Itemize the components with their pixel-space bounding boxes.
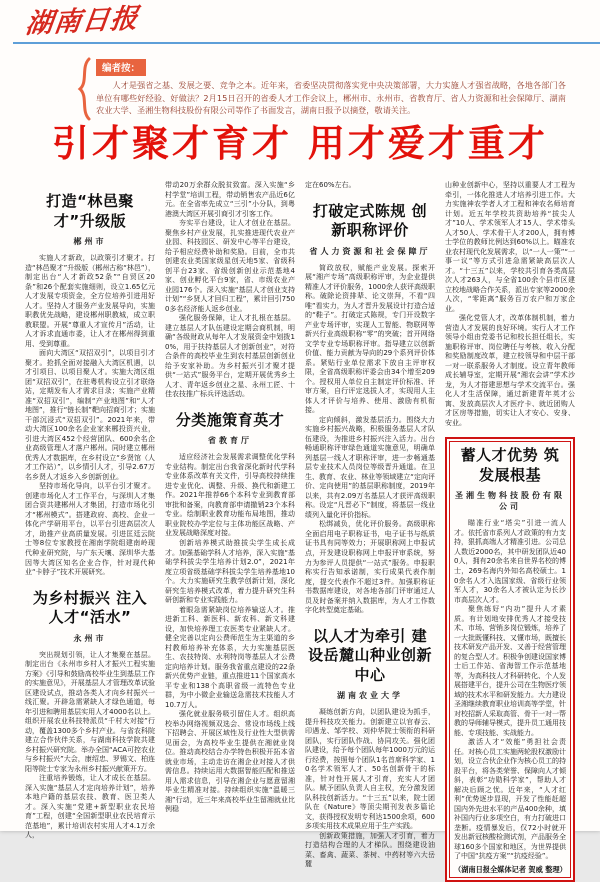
article-paragraph-continued: 山种业创新中心，坚持以重要人才工程为牵引，一体化推进人才培养引进工作。大力实施神农学者人才工程和神农名师培育计划。近五年学校共资助培养“拔尖人才”10人、学术领军人才15人、学术带头人才50人、学术骨干人才200人，拥有博士学位的教师比例达到60%以上。瞄准农业农村现代化发展需求，以“一人一策”“一事一议”等方式引进急需紧缺高层次人才。“十三五”以来，学校共引育各类高层次人才263人，与全省100余个县市区建立校地战略合作关系，派出专家等2000余人次，“零距离”服务百万农户和万家企业。 (445, 181, 575, 313)
article-title: 以人才为牵引 建设岳麓山种业创新中心 (307, 626, 432, 684)
article-byline: 省教育厅 (208, 435, 252, 446)
article-paragraph: 强化党管人才，改革体制机制，着力营造人才发展的良好环境。实行人才工作领导小组由党委书记和校长担任组长，实施职称评审、岗位聘任与考核、收入分配和奖励制度改革，建立校领导和中层干部一对一联系服务人才制度。设立青年教师成长辅导室，定期开展“湘农会讲”学术沙龙，为人才搭建思想与学术交流平台。强化人才生活保障，通过新建青年英才公寓、发放高层次人才医疗卡、就近团购人才区房等措施，切实让人才安心、安身、安业。 (445, 314, 575, 427)
article-title: 打造“林邑聚才”升级版 (46, 192, 134, 230)
column-4 (445, 181, 575, 874)
article-title: 打破定式陈规 创新职称评价 (312, 201, 428, 240)
columns (25, 181, 575, 874)
article-paragraph: 坚持市场化导向，以平台引才聚才。创建市场化人才工作平台，与深圳人才集团合资共建郴州人才集团，打造市场化引才“郴州模式”。搭建政府、高校、企业一体化产学研用平台，以平台引进高层次人才，助推产业高质量发展。引进匡廷云院士等8位专家教授在湘南学院组建南岭现代种业研究院，与广东天壤、深圳华大基因等大湾区知名企业合作，针对现代种业“卡脖子”技术开展研究。 (25, 482, 155, 577)
article-title: 蓄人才优势 筑发展根基 (460, 446, 560, 484)
article-title: 分类施策育英才 (175, 410, 285, 429)
editor-note (96, 56, 566, 117)
article-paragraph: 瞄准行业“塔尖”引进一流人才。依托省市系列人才政策的有力支持，狠抓高端人才精准引进。公司总人数近2000名，其中研发团队近400人，拥有20余名来自世界名校的博士，269名海内外知名高校硕士。10余名人才入选国家级、省级行业领军人才，30余名人才被认定为长沙市高层次人才。 (454, 519, 566, 604)
editor-note-text: 人才是强省之基、发展之要、竞争之本。近年来，省委坚决贯彻落实党中央决策部署，大力实施人才强省战略，各地各部门各单位有哪些好经验、好做法？2月15日召开的省委人才工作会议上，郴州市、永州市、省教育厅、省人力资源和社会保障厅、湖南农业大学、圣湘生物科技股份有限公司等作了书面发言，湖南日报予以摘登，敬请关注。 (96, 80, 566, 116)
article-paragraph: 面向大湾区“双招双引”，以项目引才聚才。抢抓全面对接融入大湾区机遇，以才引项目、以项目聚人才。实施大湾区组团“双招双引”，在驻粤机构设立引才联络站，定期发布人才需求目录；实施产业精准“双招双引”，编制“产业地图”和“人才地图”，推行“链长制”靶向招商引才；实施干部沉浸式“双招双引”。2021年来，带动大湾区100余名企业家来郴投资兴业，引进大湾区452个经营团队、600余名企业高级管理人才落户郴州。同时建立郴州优秀人才数据库，在乡村设立“乡贤馆（人才工作站）”，以乡情引人才，引导2.67万名乡贤人才返乡入乡创新创业。 (25, 349, 155, 481)
boxed-article (445, 437, 575, 882)
article-credit: （湖南日报全媒体记者 贺威 整理） (454, 864, 567, 874)
article-paragraph-continued: 带动20万余群众脱贫致富。深入实施“乡村学堂”培训工程，带动销售农产品近6亿元。在全省率先成立“三引”小分队，到粤港澳大湾区开展引商引才引客工作。 (165, 181, 295, 218)
editor-note-label: 编者按： (96, 59, 146, 76)
article-paragraph: 适应经济社会发展需求调整优化学科专业结构。制定出台我省深化新时代学科专业体系改革有关文件，引导高校持续推进专业优化、调整、升级、换代和新建工作。2021年推荐66个本科专业到教育部审批和备案，向教育部申请撤销23个本科专业。绘制职业教育功能布局地图，推动职业院校办学定位与主体功能区战略、产业发展战略深度对接。 (165, 453, 295, 538)
article-title: 为乡村振兴 注入人才“活水” (32, 588, 148, 627)
article-paragraph: 突出规划引领，让人才集聚在基层。制定出台《永州市乡村人才振兴工程实施方案》《引导和鼓励高校毕业生到基层工作的实施意见》，开展基层人才管理改革试验区建设试点，推动各类人才向乡村振兴一线汇聚。开辟急需紧缺人才绿色通道，每年引进和聘用基层实用人才4000名以上。组织开展农业科技特派员“千村大对接”行动，覆盖1300多个乡村产业。与省农科院建立合作伙伴关系，与湖南科技学院共建乡村振兴研究院。举办全国“ACA可控农业与乡村振兴”大会，康绍忠、罗锡文、柏连阳等院士专家为永州乡村振兴献策开方。 (25, 650, 155, 773)
article-paragraph: 聚焦练好“内功”提升人才素质。有计划地安排优秀人才接受技术、市场、营销多岗位锻炼，培养了一大批既懂科技、又懂市场，既擅长技术研发产品开发、又善于经营管理的复合型人才。积极争创建设国家博士后工作站、省海智工作示范基地等，为高科技人才科研转化、个人发展搭建平台，提升公司在生物医疗领域的技术水平和研发能力。大力建设圣湘继续教育职业培训高等学堂，针对校招新人采取高管、骨干一对一帮教的导师辅导模式，提升员工通用技能、专项技能、实战能力。 (454, 605, 566, 737)
article-paragraph: 夯实平台建设，让人才创业在基层。聚焦乡村产业发展，扎实推进现代农业产业园、科技园区、研发中心等平台建设，给予相应经费补助和奖励。目前，全市共创建农业类国家级星创天地5家、省级科创平台23家、省级创新创业示范基地4家、创业孵化平台9家，省、市级农业产业园176个。深入实施“基层人才创业支持计划”“乡贤人才回归工程”，累计回引7500多名经济能人返乡创业。 (165, 219, 295, 313)
column-1 (25, 181, 156, 840)
editor-note-bracket-icon (78, 58, 92, 120)
article-paragraph-continued: 定在60%左右。 (305, 181, 356, 189)
article-paragraph: 简政放权，赋能产业发展。探索开展“湘产专场”高级职称评审，为企业提供精准人才评价服务，1000余人获评高级职称。破除论资排辈、论文崇拜，不看“四唯”看实力，为人才晋升发展设计打造合适的“鞋子”。打破定式陈规，专门开设数字产业专场评审，实现人工智能、物联网等新兴行业高级职称“零”的突破；首开网络文学专业专场职称评审。指导建立以创新价值、能力贡献为导向的29个系列评价体系。紧贴行业单位需求下放自主评审权限，全省高级职称评委会由34个增至209个。授权用人单位自主制定评价标准、评审方案，自行评定选拔人才，实现用人主体人才评价与培养、使用、激励有机衔接。 (305, 263, 435, 415)
article-paragraph: 松绑减负，优化评价服务。高级职称全面启用电子职称证书，电子证书与纸质证书具有同等效力；开展职称网上申报试点，开发建设职称网上申报评审系统，努力为参评人员提供“一站式”服务。申报职称实行告知承诺制，实行成果代表作制度，提交代表作不超过3件。加强职称证书数据库建设，对各地各部门评审通过人员及时备案并纳入数据库，为人才工作数字化转型奠定基础。 (305, 520, 435, 615)
article-paragraph: 强化服务保障，让人才扎根在基层。建立基层人才队伍建设定期会商机制，明确“各级财政从每年人才发展资金中划拨10%，用于扶持基层人才创新创业”，对符合条件的高校毕业生到农村基层创新创业给予安家补助。为乡村振兴引才聚才提供“一站式”服务平台，定期开展优秀乡土人才、青年返乡创业之星、永州工匠、十佳农技推广标兵评选活动。 (165, 314, 295, 399)
column-3 (305, 181, 435, 869)
article-byline: 永州市 (73, 632, 107, 643)
article-paragraph: 激活人才“效能”勇担社会责任。对核心员工实施两轮股权激励计划，设立合伙企业作为核心员工的持股平台，将各类荣誉、保障向人才倾斜，表彰“功勋科学家”，帮助人才解决后顾之忧。近年来，“人才红利”优势逐步显现，开发了性能赶超国内外先进水平的产品400余种，填补国内行业多项空白，有力打破进口垄断。疫情暴发后，仅72小时就开发出新冠核酸检测试剂，产品服务全球160多个国家和地区，为世界提供了中国“抗疫方案”“抗疫经验”。 (454, 738, 566, 861)
article-paragraph: 定向倾斜，激发基层活力。围绕大力实施乡村振兴战略，积极服务基层人才队伍建设，为推进乡村振兴注入活力。出台畅通职称评审绿色通道实施意见，明确单列基层一线人才职称评审，进一步畅通基层专业技术人员岗位等级晋升通道。在卫生、教育、农业、林业等领域建立“定向评价、定向使用”的基层职称制度，2019年以来，共有2.09万名基层人才获评高级职称。设定“凡晋必下”制度，将基层一线业绩列入量化评价指标。 (305, 415, 435, 519)
article-byline: 圣湘生物科技股份有限公司 (455, 490, 565, 512)
article-byline: 湖南农业大学 (337, 690, 403, 701)
article-paragraph: 凝练创新方向，以团队建设为抓手，提升科技攻关能力。创新建立以官春云、印遇龙、邹学校、刘仲华院士领衔的科研团队，实行团队作战、协同攻关。强化团队建设，给予每个团队每年1000万元的运行经费，按照每个团队1名首席科学家、10名学术领军人才、50名创新骨干的标准，针对性开展人才引育，充实人才团队。赋予团队负责人自主权，充分激发团队科技创新活力。“十三五”以来，院士团队在《Nature》等顶尖期刊发表多篇论文，获得授权发明专利达1500余项，600多项实用技术成果应用于生产实践。 (305, 708, 435, 831)
article-paragraph: 创新政策措施，加强人才引育，着力打造结构合理的人才梯队。围绕建设油菜、畜禽、蔬菜、茶树、中药材等六大岳麓 (305, 831, 435, 869)
article-byline: 郴州市 (73, 236, 107, 246)
article-paragraph: 强化就业服务吸引留住人才。组织高校举办网络视频双选会、常设市场线上线下招聘会、开展区域性及行业性大型供需见面会，为高校毕业生提供在湘就业岗位。推动高校结合办学特色积极开拓本省就业市场，主动走访在湘企业对接人才供需信息。持续运用大数据智能匹配和推送用人需求信息，引导在湘企业与愿意留湘毕业生精准对接。持续组织实施“温暖三湘”行动，近三年来高校毕业生留湘就业比例稳 (165, 710, 295, 814)
main-headline: 引才聚才育才 用才爱才重才 (52, 122, 548, 165)
column-2 (165, 181, 295, 823)
masthead-divider (13, 42, 600, 44)
article-paragraph: 实施人才新政，以政策引才聚才。打造“林邑聚才”升级版（郴州古称“林邑”），制定出台“人才新政52条”“自贸区20条”和26个配套实施细则，设立1.65亿元人才发展专项资金，全方位培养引进用好人才。坚持人才服务产业发展导向，实施职教优先战略，建设郴州职教城，成立职教联盟。开展“尊重人才宣传月”活动，让人才诉求直通市委，让人才在郴州得到重用、受到尊重。 (25, 254, 156, 348)
article-paragraph: 创新培养模式助推拔尖学生成长成才。加强基础学科人才培养，深入实施“基础学科拔尖学生培养计划2.0”，2021年度立项省级基础学科拔尖学生培养基地10个。大力实施研究生教学创新计划，深化研究生培养模式改革，着力提升研究生科研创新和专业实践能力。 (165, 539, 295, 605)
article-paragraph: 注重培养锻炼，让人才成长在基层。深入实施“基层人才定向培养计划”，培养本地户籍的基层农技、教育、医卫类人才。深入实施“党建+新型职业农民培育”工程，创建“全国新型职业农民培育示范基地”，累计培训农村实用人才4.1万余人， (25, 774, 155, 840)
article-paragraph: 着眼急需紧缺岗位培养输送人才。推进新工科、新医科、新农科、新文科建设，加快培养理工农医类专业紧缺人才。健全完善以定向公费师范生为主渠道的乡村教师培养补充体系，大力实施基层医生、农技特岗、水利特岗等基层人才公费定向培养计划。服务我省重点建设的22条新兴优势产业链，重点推进11个国家高水平专业和138个高职省级一流特色专业群，为中小微企业输送急需技术技能人才10.7万人。 (165, 605, 295, 709)
masthead (23, 3, 141, 40)
article-byline: 省人力资源和社会保障厅 (309, 245, 431, 256)
newspaper-logo: 湖南日报 (23, 3, 141, 40)
